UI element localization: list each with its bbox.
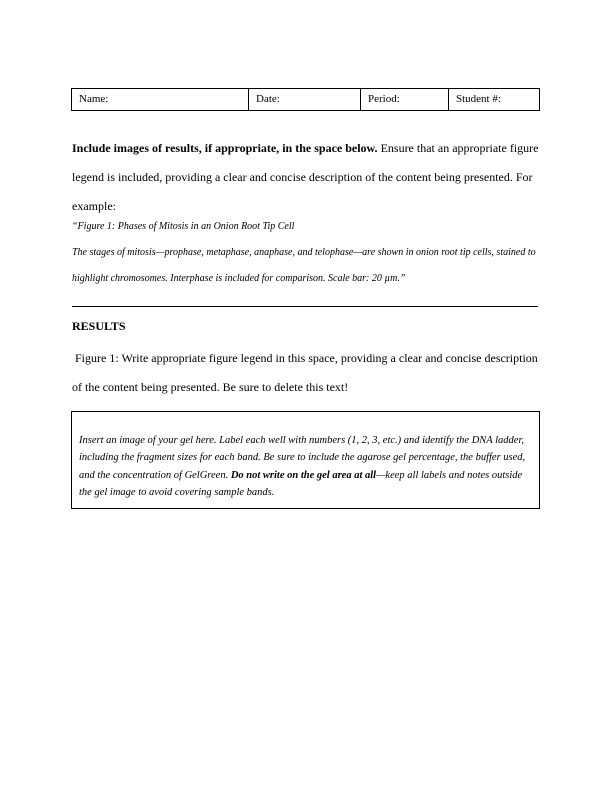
period-label: Period: [368,93,400,105]
date-field-cell[interactable] [249,89,361,110]
student-number-field-cell[interactable] [449,89,539,110]
gel-box-text-start: Insert an image of your gel here. Label each well with numbers (1, 2, 3, etc.) and identify the DNA ladder, including the fragment sizes for each band. Be sure to include the agarose gel percentage, the buffer used, and the concentration of GelGreen. [79,435,526,481]
figure-legend-placeholder: Figure 1: Write appropriate figure legend in this space, providing a clear and concise description of the content being presented. Be sure to delete this text! [72,351,541,394]
results-heading: RESULTS [72,319,126,333]
gel-image-placeholder-box[interactable] [71,411,540,509]
section-divider [72,306,538,307]
instructions-bold-lead: Include images of results, if appropriate, in the space below. [72,141,378,155]
instructions-paragraph [72,134,542,221]
instructions-rest: Ensure that an appropriate figure legend is included, providing a clear and concise description of the content being presented. For example: [72,141,539,213]
student-number-label: Student #: [456,93,501,105]
gel-box-warning-bold: Do not write on the gel area at all [230,469,377,481]
gel-box-text-end: —keep all labels and notes outside the gel image to avoid covering sample bands. [79,469,523,498]
date-label: Date: [256,93,280,105]
period-field-cell[interactable] [361,89,449,110]
example-legend-block [72,214,544,292]
name-field-cell[interactable] [72,89,249,110]
header-table [71,88,540,111]
example-legend-body: The stages of mitosis—prophase, metaphase, anaphase, and telophase—are shown in onion root tip cells, stained to highlight chromosomes. Interphase is included for comparison. Scale bar: 20 µm.” [72,247,536,284]
name-label: Name: [79,93,109,105]
example-legend-title: “Figure 1: Phases of Mitosis in an Onion Root Tip Cell [72,221,295,232]
